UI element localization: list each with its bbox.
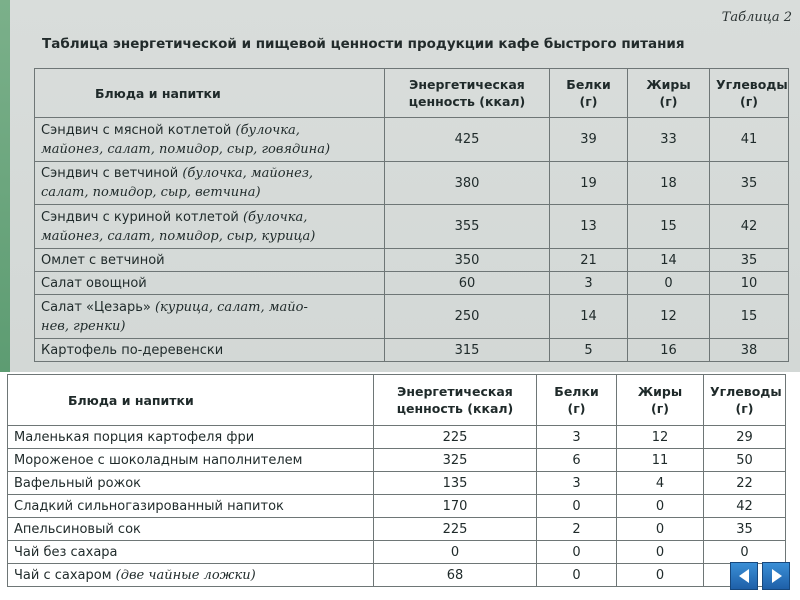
fat-cell <box>628 295 710 339</box>
fat-cell <box>617 449 704 472</box>
header-carbs: Углеводы (г) <box>704 375 786 426</box>
carbs-value: 0 <box>740 544 749 560</box>
dish-name-cell <box>8 449 374 472</box>
header-dish: Блюда и напитки <box>35 69 385 118</box>
page-edge-accent <box>0 0 10 372</box>
fat-value: 12 <box>651 429 669 445</box>
nutrition-table-part2 <box>7 374 786 587</box>
energy-value: 225 <box>442 521 468 537</box>
carbs-cell <box>704 541 786 564</box>
dish-detail: нев, гренки) <box>41 318 126 334</box>
fat-cell <box>617 564 704 587</box>
protein-cell <box>537 518 617 541</box>
energy-value: 60 <box>458 275 476 291</box>
fat-cell <box>628 162 710 205</box>
nutrition-table-part1 <box>34 68 789 362</box>
dish-name: Чай без сахара <box>14 544 118 560</box>
protein-cell <box>537 472 617 495</box>
dish-detail: (две чайные ложки) <box>115 567 256 583</box>
protein-cell <box>537 495 617 518</box>
table-row <box>35 295 789 339</box>
energy-cell <box>374 426 537 449</box>
table-row <box>35 205 789 249</box>
energy-cell <box>385 295 550 339</box>
fat-cell <box>617 541 704 564</box>
carbs-cell <box>704 449 786 472</box>
carbs-cell <box>704 426 786 449</box>
carbs-cell <box>710 162 789 205</box>
previous-slide-button[interactable] <box>730 562 758 590</box>
energy-cell <box>374 541 537 564</box>
dish-name-cell <box>35 272 385 295</box>
fat-value: 0 <box>664 275 673 291</box>
carbs-value: 42 <box>740 219 758 234</box>
table-caption: Таблица 2 <box>721 10 792 25</box>
dish-name: Салат «Цезарь» <box>41 299 155 315</box>
carbs-value: 35 <box>736 521 753 537</box>
header-energy: Энергетическая ценность (ккал) <box>374 375 537 426</box>
protein-value: 19 <box>580 175 597 191</box>
protein-cell <box>550 272 628 295</box>
fat-value: 0 <box>655 521 665 537</box>
fat-cell <box>617 495 704 518</box>
protein-cell <box>550 295 628 339</box>
protein-value: 0 <box>572 544 581 560</box>
dish-name-cell <box>8 426 374 449</box>
protein-cell <box>537 564 617 587</box>
fat-cell <box>617 518 704 541</box>
energy-cell <box>374 518 537 541</box>
dish-detail: (курица, салат, майо- <box>154 299 308 315</box>
header-protein: Белки (г) <box>537 375 617 426</box>
protein-value: 3 <box>572 475 581 491</box>
energy-cell <box>385 272 550 295</box>
carbs-cell <box>704 518 786 541</box>
table-row <box>8 426 786 449</box>
carbs-value: 10 <box>740 275 758 291</box>
protein-value: 21 <box>580 252 597 268</box>
protein-cell <box>550 205 628 249</box>
energy-value: 170 <box>442 498 468 514</box>
energy-value: 325 <box>442 452 468 468</box>
protein-value: 13 <box>580 219 597 234</box>
energy-value: 250 <box>454 309 480 324</box>
carbs-cell <box>710 205 789 249</box>
carbs-cell <box>704 495 786 518</box>
protein-cell <box>550 118 628 162</box>
header-carbs: Углеводы (г) <box>710 69 789 118</box>
energy-cell <box>385 339 550 362</box>
protein-value: 14 <box>580 309 597 324</box>
energy-value: 68 <box>446 567 464 583</box>
carbs-value: 22 <box>736 475 753 491</box>
energy-cell <box>374 449 537 472</box>
fat-cell <box>628 272 710 295</box>
dish-name: Сэндвич с мясной котлетой <box>41 122 236 138</box>
dish-name-cell <box>35 118 385 162</box>
fat-value: 12 <box>660 309 677 324</box>
next-slide-button[interactable] <box>762 562 790 590</box>
energy-value: 135 <box>442 475 468 491</box>
fat-value: 0 <box>655 544 665 560</box>
dish-detail: майонез, салат, помидор, сыр, говядина) <box>41 141 331 157</box>
dish-detail: майонез, салат, помидор, сыр, курица) <box>41 228 316 244</box>
energy-cell <box>374 564 537 587</box>
header-protein: Белки (г) <box>550 69 628 118</box>
carbs-value: 50 <box>736 452 753 468</box>
dish-name: Мороженое с шоколадным наполнителем <box>14 452 303 468</box>
protein-cell <box>537 541 617 564</box>
fat-cell <box>628 205 710 249</box>
fat-value: 0 <box>655 498 665 514</box>
table-row <box>8 449 786 472</box>
energy-value: 0 <box>450 544 460 560</box>
dish-name: Апельсиновый сок <box>14 521 141 537</box>
energy-value: 355 <box>454 219 480 234</box>
protein-value: 2 <box>572 521 581 537</box>
dish-name-cell <box>35 249 385 272</box>
dish-name: Сэндвич с куриной котлетой <box>41 209 243 225</box>
table-row <box>35 272 789 295</box>
dish-name-cell <box>35 295 385 339</box>
fat-value: 11 <box>651 452 669 468</box>
table-row <box>35 249 789 272</box>
fat-cell <box>617 426 704 449</box>
dish-name-cell <box>35 205 385 249</box>
dish-name: Сэндвич с ветчиной <box>41 166 183 181</box>
dish-name-cell <box>8 495 374 518</box>
protein-cell <box>550 249 628 272</box>
page-title: Таблица энергетической и пищевой ценности продукции кафе быстрого питания <box>42 36 685 52</box>
carbs-cell <box>710 272 789 295</box>
energy-cell <box>385 205 550 249</box>
energy-value: 315 <box>454 342 480 358</box>
fat-value: 33 <box>660 132 677 147</box>
dish-detail: (булочка, майонез, <box>182 166 314 181</box>
dish-name-cell <box>35 162 385 205</box>
fat-value: 14 <box>660 252 677 268</box>
carbs-cell <box>704 472 786 495</box>
carbs-value: 29 <box>736 429 753 445</box>
energy-cell <box>374 495 537 518</box>
fat-value: 18 <box>660 175 677 191</box>
dish-name: Маленькая порция картофеля фри <box>14 429 255 445</box>
table-row <box>8 564 786 587</box>
dish-name: Сладкий сильногазированный напиток <box>14 498 284 514</box>
dish-name-cell <box>35 339 385 362</box>
energy-cell <box>385 162 550 205</box>
dish-name: Вафельный рожок <box>14 475 142 491</box>
dish-detail: (булочка, <box>242 209 308 225</box>
dish-name-cell <box>8 518 374 541</box>
table-row <box>8 495 786 518</box>
table-row <box>8 472 786 495</box>
protein-value: 3 <box>584 275 593 291</box>
fat-cell <box>617 472 704 495</box>
carbs-cell <box>710 295 789 339</box>
fat-value: 0 <box>655 567 665 583</box>
fat-cell <box>628 249 710 272</box>
protein-value: 39 <box>580 132 597 147</box>
protein-cell <box>537 426 617 449</box>
carbs-value: 35 <box>740 175 758 191</box>
carbs-value: 42 <box>736 498 753 514</box>
dish-name: Омлет с ветчиной <box>41 252 165 268</box>
table-row <box>8 518 786 541</box>
carbs-cell <box>710 118 789 162</box>
protein-value: 6 <box>572 452 581 468</box>
header-fat: Жиры (г) <box>617 375 704 426</box>
energy-cell <box>374 472 537 495</box>
carbs-value: 35 <box>740 252 758 268</box>
carbs-value: 15 <box>740 309 758 324</box>
energy-value: 380 <box>454 175 480 191</box>
dish-name: Салат овощной <box>41 275 147 291</box>
fat-cell <box>628 118 710 162</box>
dish-detail: салат, помидор, сыр, ветчина) <box>41 185 261 200</box>
dish-detail: (булочка, <box>235 122 300 138</box>
carbs-value: 38 <box>740 342 758 358</box>
protein-value: 0 <box>572 498 581 514</box>
header-fat: Жиры (г) <box>628 69 710 118</box>
fat-value: 4 <box>655 475 665 491</box>
fat-value: 16 <box>660 342 677 358</box>
energy-cell <box>385 249 550 272</box>
dish-name: Чай с сахаром <box>14 567 116 583</box>
table-row <box>8 541 786 564</box>
dish-name: Картофель по-деревенски <box>41 342 224 358</box>
protein-cell <box>537 449 617 472</box>
fat-cell <box>628 339 710 362</box>
energy-value: 225 <box>442 429 468 445</box>
carbs-cell <box>710 249 789 272</box>
table-row <box>35 162 789 205</box>
prev-arrow-icon <box>739 569 749 583</box>
dish-name-cell <box>8 472 374 495</box>
protein-value: 0 <box>572 567 581 583</box>
table-row <box>35 339 789 362</box>
protein-cell <box>550 339 628 362</box>
carbs-cell <box>710 339 789 362</box>
header-energy: Энергетическая ценность (ккал) <box>385 69 550 118</box>
dish-name-cell <box>8 541 374 564</box>
protein-cell <box>550 162 628 205</box>
energy-value: 350 <box>454 252 480 268</box>
energy-value: 425 <box>454 132 480 147</box>
next-arrow-icon <box>772 569 782 583</box>
table-header-row <box>8 375 786 426</box>
protein-value: 5 <box>584 342 593 358</box>
protein-value: 3 <box>572 429 581 445</box>
energy-cell <box>385 118 550 162</box>
dish-name-cell <box>8 564 374 587</box>
fat-value: 15 <box>660 219 677 234</box>
header-dish: Блюда и напитки <box>8 375 374 426</box>
table-row <box>35 118 789 162</box>
table-header-row <box>35 69 789 118</box>
carbs-value: 41 <box>740 132 758 147</box>
